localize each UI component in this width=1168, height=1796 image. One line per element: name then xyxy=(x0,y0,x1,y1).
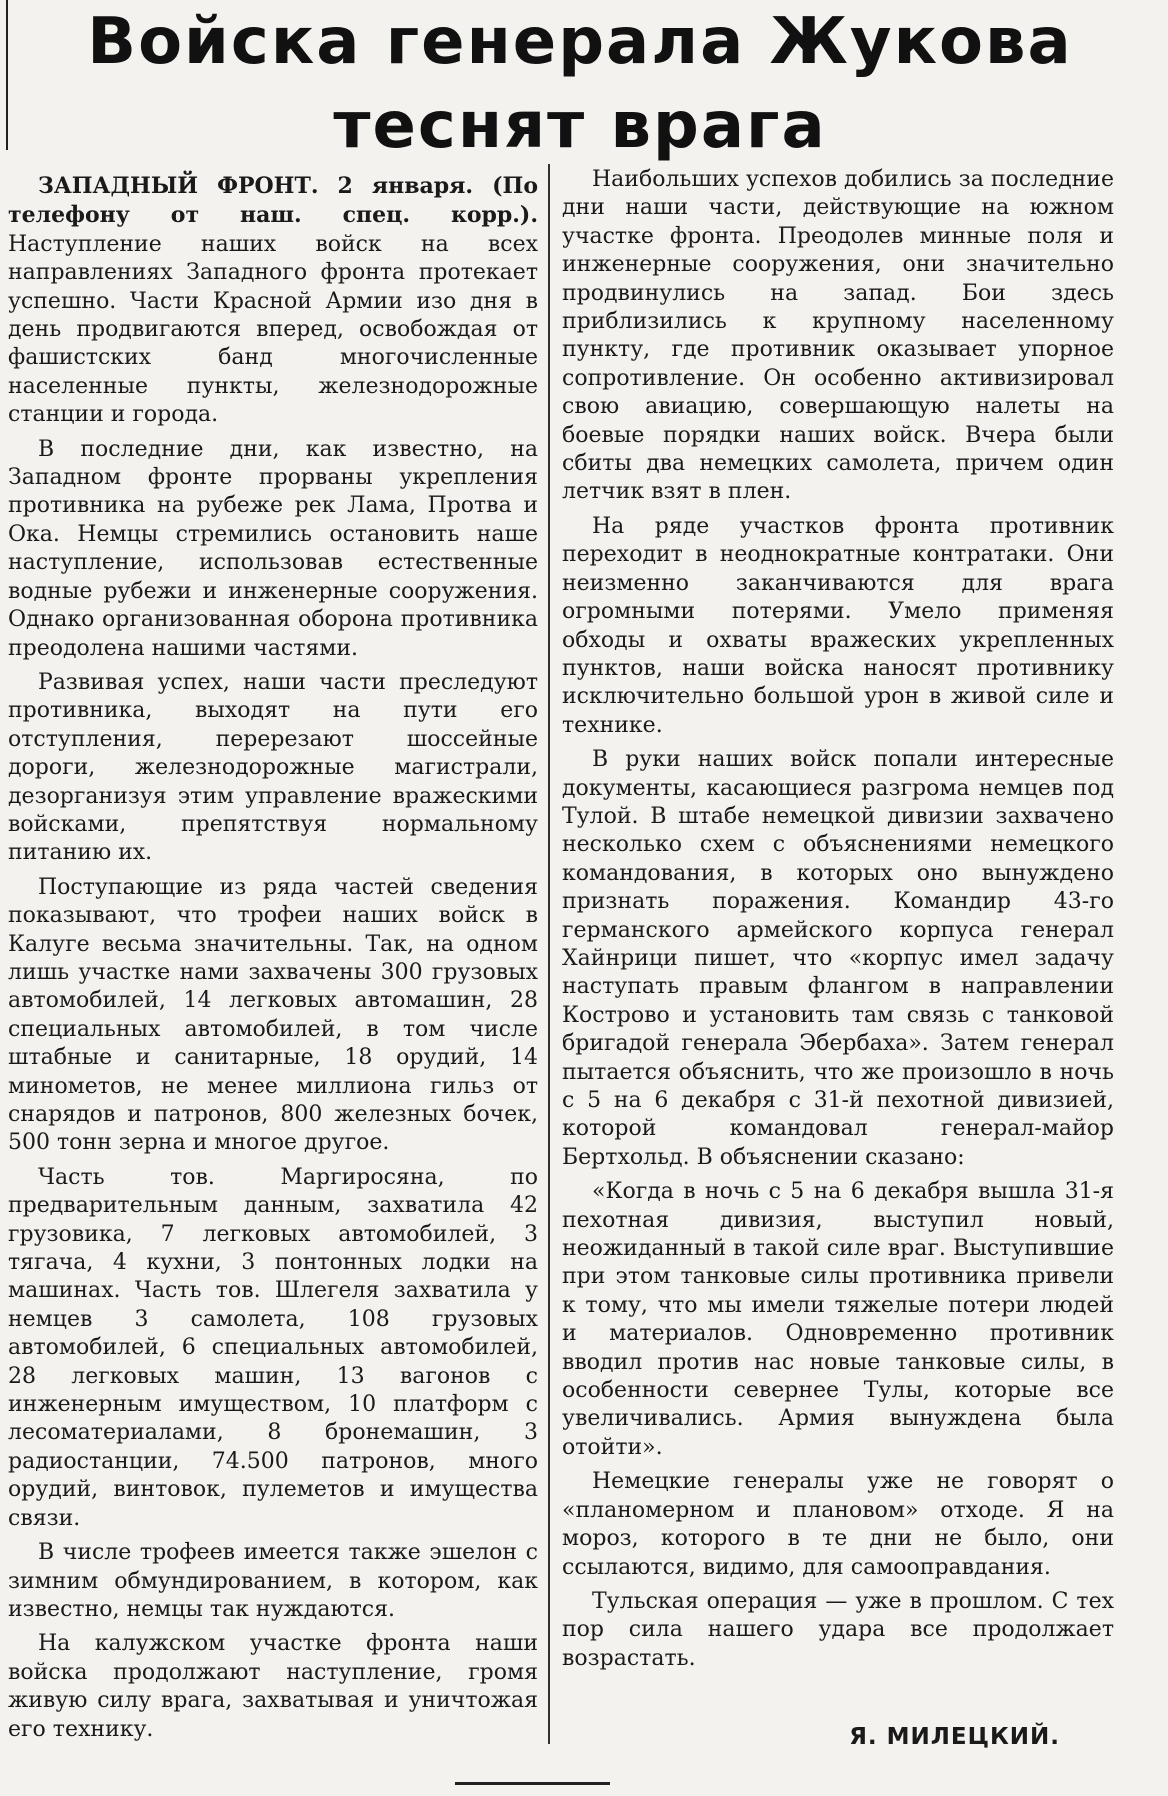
bottom-rule xyxy=(455,1782,610,1785)
paragraph: На ряде участков фронта противник переходит в неоднократные контратаки. Они неизменно заканчиваются для врага огромными потерями. Умело применяя обходы и охваты вражеских укрепленных пунктов, наши войска наносят противнику исключительно большой урон в живой силе и технике. xyxy=(562,513,1114,738)
author-signature: Я. МИЛЕЦКИЙ. xyxy=(849,1724,1060,1750)
paragraph: Тульская операция — уже в прошлом. С тех пор сила нашего удара все продолжает возрастать. xyxy=(562,1588,1114,1671)
paragraph-text: Наступление наших войск на всех направлениях Западного фронта протекает успешно. Части Красной Армии изо дня в день продвигаются вперед, освобождая от фашистских банд многочисленные населенные пункты, железнодорожные станции и города. xyxy=(8,231,538,428)
right-column xyxy=(562,166,1114,1679)
headline xyxy=(60,0,1100,168)
paragraph: На калужском участке фронта наши войска продолжают наступление, громя живую силу врага, захватывая и уничтожая его технику. xyxy=(8,1631,538,1742)
paragraph: В руки наших войск попали интересные документы, касающиеся разгрома немцев под Тулой. В штабе немецкой дивизии захвачено несколько схем с объяснениями немецкого командования, в которых оно вынуждено признать поражения. Командир 43-го германского армейского корпуса генерал Хайнрици пишет, что «корпус имел задачу наступать правым флангом в направлении Кострово и установить там связь с танковой бригадой генерала Эбербаха». Затем генерал пытается объяснить, что же произошло в ночь с 5 на 6 декабря с 31-й пехотной дивизией, которой командовал генерал-майор Бертхольд. В объяснении сказано: xyxy=(562,747,1114,1170)
quote-paragraph: «Когда в ночь с 5 на 6 декабря вышла 31-я пехотная дивизия, выступил новый, неожиданный в такой силе враг. Выступившие при этом танковые силы противника привели к тому, что мы имели тяжелые потери людей и материалов. Одновременно противник вводил против нас новые танковые силы, в особенности севернее Тулы, которые все увеличивались. Армия вынуждена была отойти». xyxy=(562,1179,1114,1460)
paragraph: Поступающие из ряда частей сведения показывают, что трофеи наших войск в Калуге весьма значительны. Так, на одном лишь участке нами захвачены 300 грузовых автомобилей, 14 легковых автомашин, 28 специальных автомобилей, в том числе штабные и санитарные, 18 орудий, 14 минометов, не менее миллиона гильз от снарядов и патронов, 800 железных бочек, 500 тонн зерна и многое другое. xyxy=(8,874,538,1156)
paragraph: Наибольших успехов добились за последние дни наши части, действующие на южном участке фронта. Преодолев минные поля и инженерные сооружения, они значительно продвинулись на запад. Бои здесь приблизились к крупному населенному пункту, где противник оказывает упорное сопротивление. Он особенно активизировал свою авиацию, совершающую налеты на боевые порядки наших войск. Вчера были сбиты два немецких самолета, причем один летчик взят в плен. xyxy=(562,167,1114,505)
lead-paragraph xyxy=(8,172,538,430)
paragraph: Часть тов. Маргиросяна, по предварительным данным, захватила 42 грузовика, 7 легковых автомобилей, 3 тягача, 4 кухни, 3 понтонных лодки на машинах. Часть тов. Шлегеля захватила у немцев 3 самолета, 108 грузовых автомобилей, 6 специальных автомобилей, 28 легковых машин, 13 вагонов с инженерным имуществом, 10 платформ с лесоматериалами, 8 бронемашин, 3 радиостанции, 74.500 патронов, много орудий, винтовок, пулеметов и имущества связи. xyxy=(8,1164,538,1531)
headline-line-1: Войска генерала Жукова xyxy=(87,5,1073,79)
dateline: ЗАПАДНЫЙ ФРОНТ. 2 января. (По телефону от наш. спец. корр.). xyxy=(8,173,538,229)
paragraph: Развивая успех, наши части преследуют противника, выходят на пути его отступления, перерезают шоссейные дороги, железнодорожные магистрали, дезорганизуя этим управление вражескими войсками, препятствуя нормальному питанию их. xyxy=(8,669,538,866)
left-margin-rule xyxy=(6,0,8,150)
paragraph: В последние дни, как известно, на Западном фронте прорваны укрепления противника на рубеже рек Лама, Протва и Ока. Немцы стремились остановить наше наступление, использовав естественные водные рубежи и инженерные сооружения. Однако организованная оборона противника преодолена нашими частями. xyxy=(8,436,538,661)
left-column xyxy=(8,172,538,1750)
headline-line-2: теснят врага xyxy=(333,89,827,163)
column-divider xyxy=(548,164,550,1744)
paragraph: Немецкие генералы уже не говорят о «планомерном и плановом» отходе. Я на мороз, которого в те дни не было, они ссылаются, видимо, для самооправдания. xyxy=(562,1469,1114,1580)
paragraph: В числе трофеев имеется также эшелон с зимним обмундированием, в котором, как известно, немцы так нуждаются. xyxy=(8,1540,538,1622)
